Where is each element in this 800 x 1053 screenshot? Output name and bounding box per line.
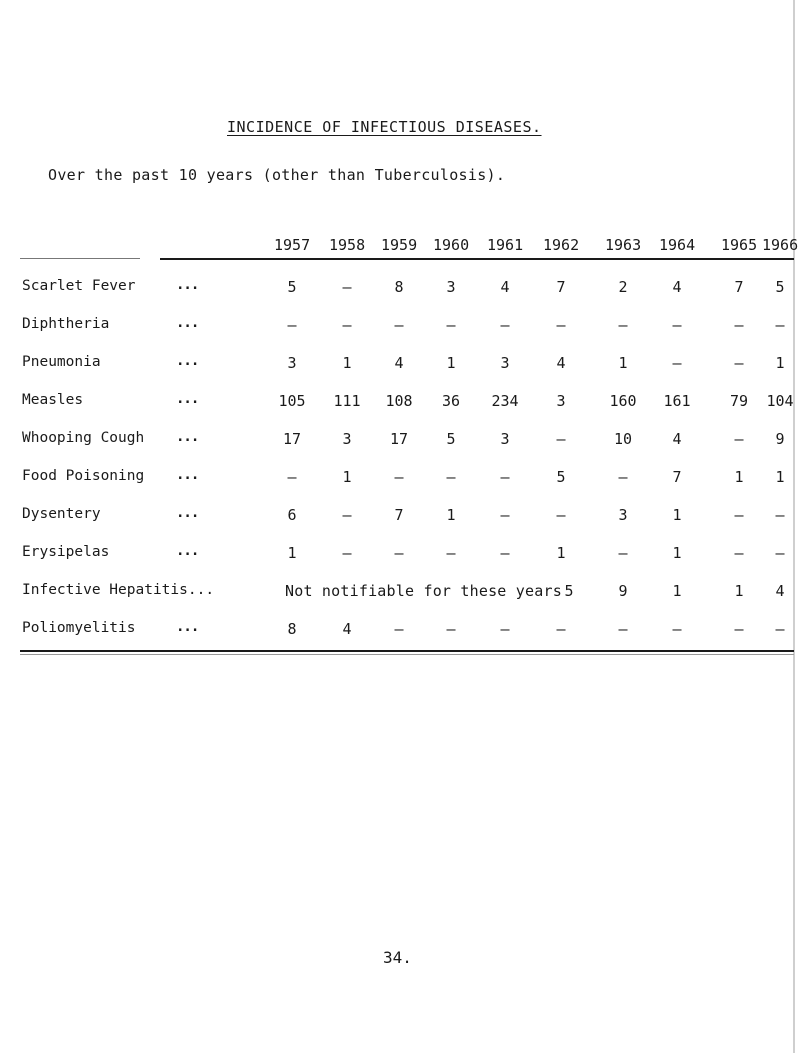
table-cell: 3 <box>342 430 352 448</box>
table-cell: – <box>734 316 744 334</box>
disease-label: Measles <box>22 392 84 408</box>
table-cell: 6 <box>287 506 297 524</box>
table-cell: 1 <box>734 468 744 486</box>
table-cell: – <box>618 316 628 334</box>
table-cell: 9 <box>775 430 785 448</box>
year-header: 1963 <box>605 236 642 254</box>
table-cell: 3 <box>287 354 297 372</box>
table-cell: – <box>775 316 785 334</box>
header-rule <box>160 258 794 260</box>
leader-dots: ... <box>176 277 199 293</box>
table-cell: 3 <box>500 354 510 372</box>
table-cell: – <box>672 354 682 372</box>
table-cell: 108 <box>385 392 413 410</box>
table-cell: 104 <box>766 392 794 410</box>
table-cell: – <box>556 430 566 448</box>
table-cell: 1 <box>734 582 744 600</box>
table-cell: – <box>446 544 456 562</box>
table-cell: 1 <box>446 506 456 524</box>
page-subtitle: Over the past 10 years (other than Tuberculosis). <box>48 166 506 184</box>
table-cell: 1 <box>775 468 785 486</box>
table-cell: 5 <box>446 430 456 448</box>
table-cell: 7 <box>394 506 404 524</box>
table-cell: 5 <box>775 278 785 296</box>
disease-label: Scarlet Fever <box>22 278 136 294</box>
disease-label: Infective Hepatitis... <box>22 582 215 598</box>
table-cell: – <box>672 316 682 334</box>
year-header: 1966 <box>762 236 799 254</box>
table-cell: – <box>446 468 456 486</box>
table-cell: – <box>556 316 566 334</box>
leader-dots: ... <box>176 391 199 407</box>
disease-label: Diphtheria <box>22 316 110 332</box>
table-cell: – <box>342 316 352 334</box>
year-header: 1965 <box>721 236 758 254</box>
table-cell: – <box>775 506 785 524</box>
table-cell: 1 <box>775 354 785 372</box>
table-cell: 5 <box>287 278 297 296</box>
table-cell: 161 <box>663 392 691 410</box>
table-cell: – <box>672 620 682 638</box>
page-title: INCIDENCE OF INFECTIOUS DISEASES. <box>227 118 542 136</box>
table-cell: – <box>618 468 628 486</box>
table-cell: 111 <box>333 392 361 410</box>
table-cell: 36 <box>441 392 461 410</box>
table-cell: – <box>734 430 744 448</box>
table-cell: – <box>500 506 510 524</box>
table-cell: 1 <box>287 544 297 562</box>
table-cell: 3 <box>556 392 566 410</box>
table-cell: 3 <box>618 506 628 524</box>
leader-dots: ... <box>176 429 199 445</box>
table-cell: – <box>394 468 404 486</box>
table-cell: 7 <box>672 468 682 486</box>
table-cell: 234 <box>491 392 519 410</box>
table-cell: – <box>287 316 297 334</box>
disease-label: Whooping Cough <box>22 430 145 446</box>
year-header: 1960 <box>433 236 470 254</box>
table-cell: 4 <box>672 278 682 296</box>
table-bottom-rule-secondary <box>20 654 794 655</box>
table-cell: 79 <box>729 392 749 410</box>
year-header: 1958 <box>329 236 366 254</box>
table-cell: 1 <box>342 354 352 372</box>
year-header: 1964 <box>659 236 696 254</box>
disease-label: Erysipelas <box>22 544 110 560</box>
disease-label: Pneumonia <box>22 354 101 370</box>
table-cell: 1 <box>342 468 352 486</box>
table-cell: – <box>287 468 297 486</box>
page-number: 34. <box>383 948 412 967</box>
table-cell: 7 <box>556 278 566 296</box>
table-cell: 10 <box>613 430 633 448</box>
table-cell: – <box>500 316 510 334</box>
table-cell: – <box>734 506 744 524</box>
leader-dots: ... <box>176 543 199 559</box>
leader-dots: ... <box>176 353 199 369</box>
table-cell: 1 <box>556 544 566 562</box>
table-cell: 1 <box>446 354 456 372</box>
table-cell: – <box>394 620 404 638</box>
table-cell: 17 <box>282 430 302 448</box>
page-edge-shadow <box>793 0 795 1053</box>
table-cell: 5 <box>556 468 566 486</box>
table-cell: 4 <box>500 278 510 296</box>
table-cell: 4 <box>394 354 404 372</box>
table-cell: – <box>556 506 566 524</box>
table-cell: 4 <box>342 620 352 638</box>
table-cell: 1 <box>672 506 682 524</box>
table-cell: – <box>394 544 404 562</box>
table-cell: – <box>394 316 404 334</box>
table-bottom-rule <box>20 650 794 652</box>
table-cell: – <box>342 278 352 296</box>
year-header: 1961 <box>487 236 524 254</box>
table-cell: 8 <box>394 278 404 296</box>
table-cell: – <box>446 620 456 638</box>
table-cell: – <box>618 544 628 562</box>
disease-label: Poliomyelitis <box>22 620 136 636</box>
table-cell: – <box>500 468 510 486</box>
table-cell: 3 <box>446 278 456 296</box>
table-cell: 1 <box>672 582 682 600</box>
header-rule-left <box>20 258 140 259</box>
table-cell: – <box>734 544 744 562</box>
year-header: 1959 <box>381 236 418 254</box>
table-note: Not notifiable for these years <box>285 582 562 600</box>
table-cell: – <box>775 620 785 638</box>
table-cell: – <box>446 316 456 334</box>
table-cell: 9 <box>618 582 628 600</box>
table-cell: 4 <box>775 582 785 600</box>
table-cell: – <box>342 506 352 524</box>
disease-label: Dysentery <box>22 506 101 522</box>
table-cell: 5 <box>564 582 574 600</box>
table-cell: – <box>556 620 566 638</box>
table-cell: 105 <box>278 392 306 410</box>
table-cell: 2 <box>618 278 628 296</box>
table-cell: 1 <box>618 354 628 372</box>
year-header: 1962 <box>543 236 580 254</box>
table-cell: 7 <box>734 278 744 296</box>
table-cell: – <box>342 544 352 562</box>
year-header: 1957 <box>274 236 311 254</box>
table-cell: – <box>775 544 785 562</box>
table-cell: 4 <box>556 354 566 372</box>
table-cell: – <box>734 354 744 372</box>
table-cell: 3 <box>500 430 510 448</box>
leader-dots: ... <box>176 505 199 521</box>
leader-dots: ... <box>176 315 199 331</box>
table-cell: – <box>500 544 510 562</box>
table-cell: – <box>500 620 510 638</box>
table-cell: – <box>734 620 744 638</box>
leader-dots: ... <box>176 619 199 635</box>
table-cell: 17 <box>389 430 409 448</box>
table-cell: 8 <box>287 620 297 638</box>
table-cell: 1 <box>672 544 682 562</box>
disease-label: Food Poisoning <box>22 468 145 484</box>
leader-dots: ... <box>176 467 199 483</box>
table-cell: 160 <box>609 392 637 410</box>
table-cell: – <box>618 620 628 638</box>
table-cell: 4 <box>672 430 682 448</box>
